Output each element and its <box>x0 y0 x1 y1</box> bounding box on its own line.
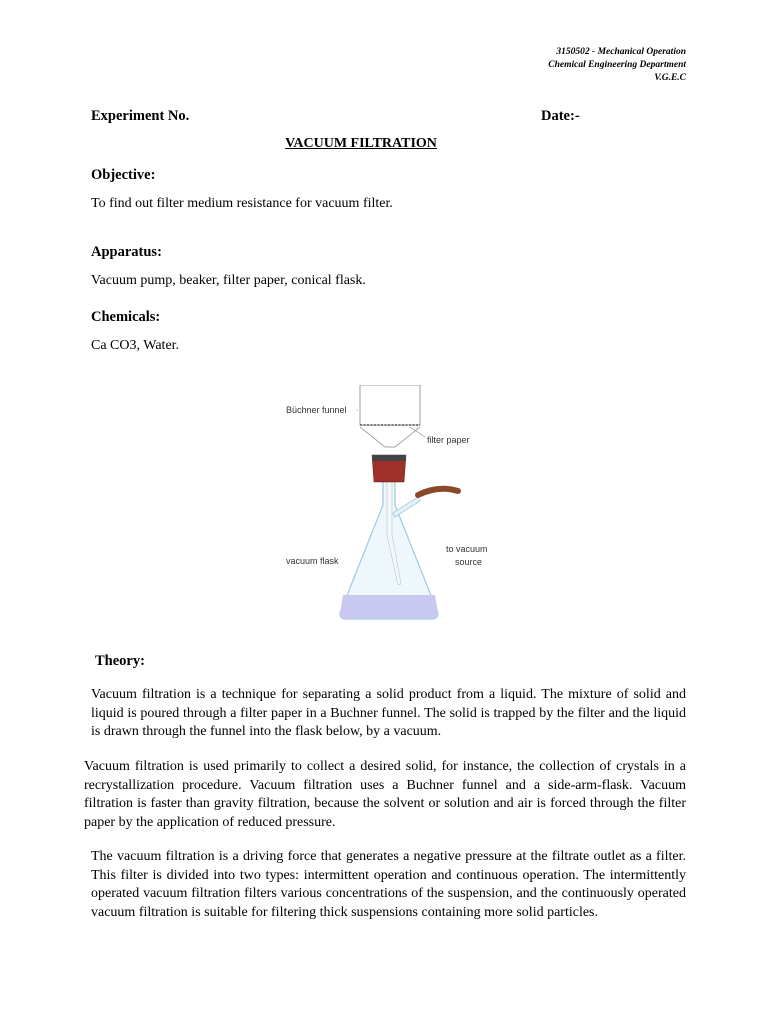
experiment-number-label: Experiment No. <box>91 108 190 124</box>
chemicals-text <box>91 338 179 354</box>
label-vacuum-source-1: to vacuum <box>446 544 488 554</box>
label-vacuum-source-2: source <box>455 557 483 567</box>
funnel-cone <box>360 427 420 447</box>
buchner-funnel-body <box>360 385 420 425</box>
chemicals-subscript: 3 <box>129 338 137 353</box>
page-header <box>548 46 686 85</box>
header-college: V.G.E.C <box>654 73 686 83</box>
theory-heading: Theory: <box>95 653 145 669</box>
chemicals-rest: , Water. <box>136 338 180 353</box>
chemicals-heading: Chemicals: <box>91 309 161 325</box>
date-label: Date:- <box>541 108 580 124</box>
filtrate-liquid <box>340 595 438 619</box>
label-buchner-funnel: Büchner funnel <box>286 405 347 415</box>
theory-paragraph-1: Vacuum filtration is a technique for separating a solid product from a liquid. The mixture of solid and liquid is poured through a filter paper in a Buchner funnel. The solid is trapped by the filter and the liquid is drawn through the funnel into the flask below, by a vacuum. <box>91 687 686 740</box>
vacuum-tube <box>418 489 458 495</box>
apparatus-heading: Apparatus: <box>91 244 162 260</box>
theory-paragraph-3: The vacuum filtration is a driving force that generates a negative pressure at the filtrate outlet as a filter. This filter is divided into two types: intermittent operation and continuous operation. The intermittently operated vacuum filtration filters various concentrations of the suspension, and the continuously operated vacuum filtration is suitable for filtering thick suspensions containing more solid particles. <box>91 849 686 920</box>
label-vacuum-flask: vacuum flask <box>286 556 339 566</box>
stopper-top <box>372 455 406 461</box>
theory-paragraph-2: Vacuum filtration is used primarily to collect a desired solid, for instance, the collection of crystals in a recrystallization procedure. Vacuum filtration uses a Buchner funnel and a side-arm-flask. Vacuum filtration is faster than gravity filtration, because the solvent or solution and air is forced through the filter paper by the application of reduced pressure. <box>84 759 686 830</box>
chemicals-formula: Ca CO <box>91 338 130 353</box>
label-filter-paper: filter paper <box>427 435 470 445</box>
header-department: Chemical Engineering Department <box>548 60 686 70</box>
side-arm <box>393 497 420 517</box>
objective-text: To find out filter medium resistance for vacuum filter. <box>91 196 393 211</box>
apparatus-text: Vacuum pump, beaker, filter paper, conical flask. <box>91 273 366 288</box>
page-title: VACUUM FILTRATION <box>285 136 437 151</box>
vacuum-filtration-diagram <box>280 385 510 625</box>
header-course: 3150502 - Mechanical Operation <box>556 47 686 57</box>
objective-heading: Objective: <box>91 167 156 183</box>
